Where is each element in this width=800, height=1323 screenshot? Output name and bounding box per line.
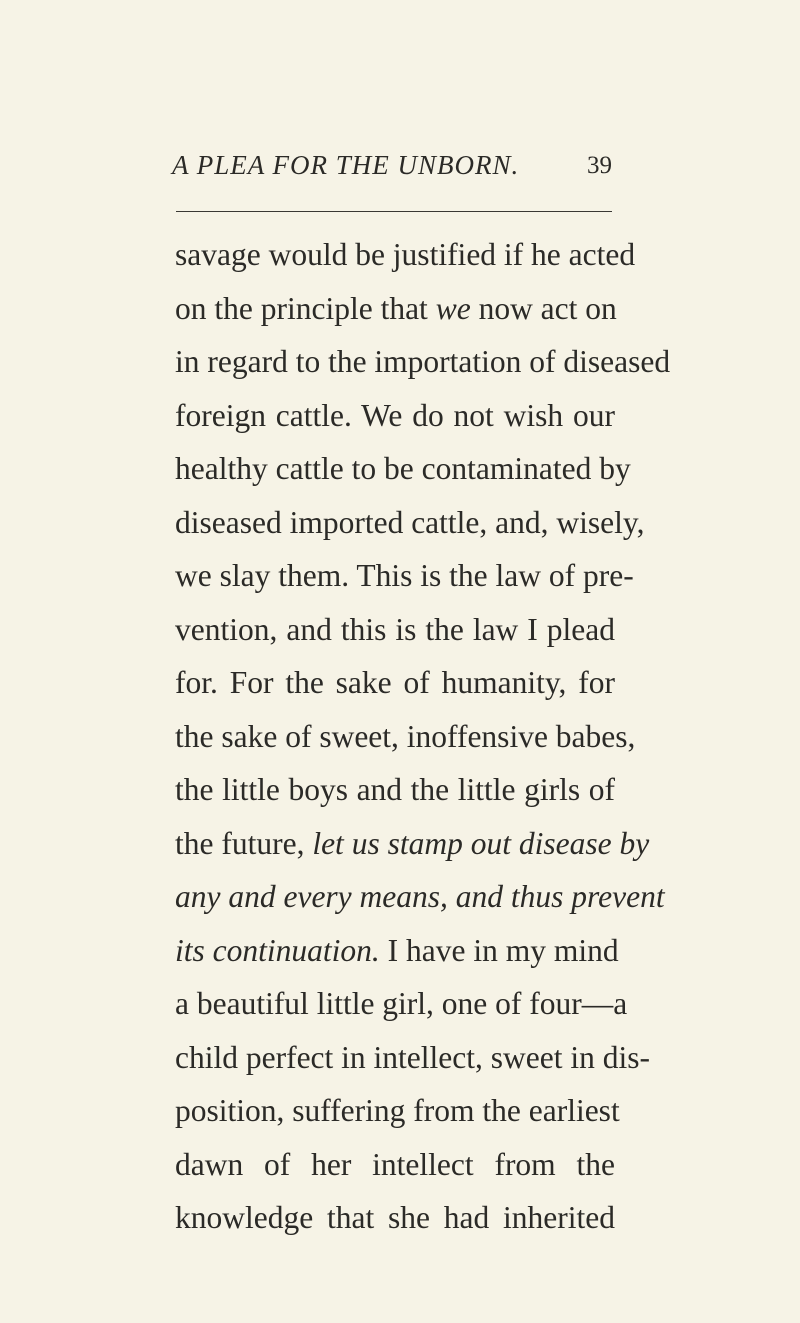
- running-head: [172, 150, 612, 190]
- text-line: [175, 1138, 615, 1192]
- text-segment: in regard to the importation of diseased: [175, 344, 671, 379]
- italic-text: its continuation.: [175, 932, 380, 968]
- text-segment: a beautiful little girl, one of four—a: [175, 986, 628, 1021]
- text-line: [175, 389, 615, 443]
- text-line: [175, 282, 615, 336]
- text-segment: dawn of her intellect from the: [175, 1146, 615, 1182]
- text-line: [175, 1191, 615, 1245]
- text-segment: for. For the sake of humanity, for: [175, 665, 615, 700]
- text-segment: position, suffering from the earliest: [175, 1093, 620, 1128]
- italic-text: any and every means, and thus prevent: [175, 879, 665, 914]
- text-segment: diseased imported cattle, and, wisely,: [175, 504, 645, 540]
- text-line: [175, 924, 619, 978]
- text-line: [175, 977, 628, 1031]
- body-text: [175, 228, 671, 1245]
- text-segment: the future,: [175, 825, 313, 861]
- text-line: [175, 870, 665, 924]
- text-line: [175, 335, 671, 389]
- text-segment: child perfect in intellect, sweet in dis-: [175, 1039, 650, 1075]
- italic-text: let us stamp out disease by: [312, 825, 650, 861]
- text-segment: I have in my mind: [379, 932, 619, 968]
- text-segment: the sake of sweet, inoffensive babes,: [175, 718, 636, 754]
- text-segment: knowledge that she had inherited: [175, 1200, 615, 1235]
- text-segment: the little boys and the little girls of: [175, 772, 615, 807]
- text-segment: we slay them. This is the law of pre-: [175, 558, 634, 593]
- text-segment: now act on: [470, 290, 617, 326]
- text-line: [175, 1084, 620, 1138]
- text-line: [175, 549, 634, 603]
- text-segment: healthy cattle to be contaminated by: [175, 451, 631, 486]
- header-rule: [176, 211, 612, 212]
- text-line: [175, 603, 615, 657]
- running-title: A PLEA FOR THE UNBORN.: [172, 150, 520, 180]
- text-line: [175, 763, 615, 817]
- text-line: [175, 1031, 650, 1085]
- page-number: 39: [587, 152, 612, 179]
- text-line: [175, 442, 631, 496]
- text-line: [175, 817, 650, 871]
- text-line: [175, 656, 615, 710]
- italic-text: we: [435, 290, 471, 326]
- text-segment: savage would be justified if he acted: [175, 237, 636, 272]
- text-segment: vention, and this is the law I plead: [175, 611, 615, 647]
- text-line: [175, 710, 636, 764]
- text-segment: on the principle that: [175, 290, 436, 326]
- text-line: [175, 228, 636, 282]
- text-line: [175, 496, 645, 550]
- text-segment: foreign cattle. We do not wish our: [175, 397, 615, 433]
